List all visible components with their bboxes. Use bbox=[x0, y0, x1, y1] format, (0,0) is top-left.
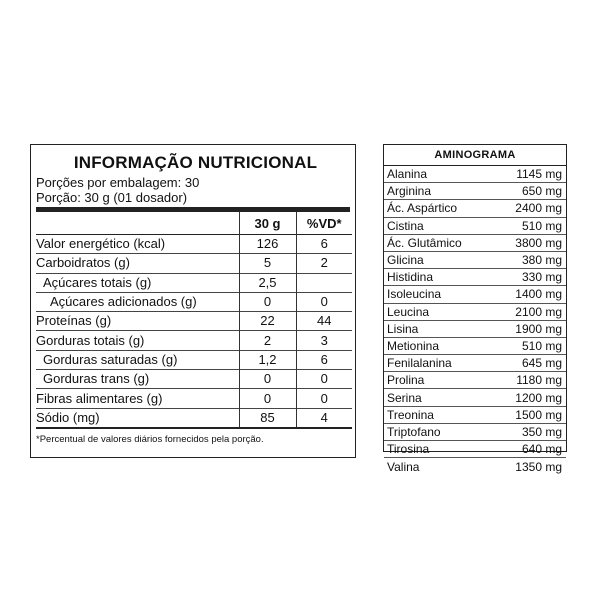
nutrient-dv: 0 bbox=[296, 292, 352, 311]
nutrient-amount: 126 bbox=[239, 235, 296, 254]
header-nutrient bbox=[36, 212, 239, 235]
header-dv: %VD* bbox=[296, 212, 352, 235]
amino-name: Valina bbox=[387, 459, 420, 474]
nutrient-dv: 3 bbox=[296, 331, 352, 350]
nutrient-label: Sódio (mg) bbox=[36, 409, 100, 425]
amino-name: Alanina bbox=[387, 167, 428, 182]
amino-name: Ác. Aspártico bbox=[387, 201, 458, 216]
serving-size: Porção: 30 g (01 dosador) bbox=[36, 190, 188, 205]
nutrient-dv: 6 bbox=[296, 350, 352, 369]
nutrient-amount: 22 bbox=[239, 312, 296, 331]
amino-row bbox=[384, 372, 566, 389]
amino-row bbox=[384, 269, 566, 286]
amino-name: Prolina bbox=[387, 373, 425, 388]
nutrition-row bbox=[36, 408, 352, 428]
nutrient-dv: 0 bbox=[296, 370, 352, 389]
nutrition-row bbox=[36, 254, 352, 273]
nutrient-dv: 6 bbox=[296, 235, 352, 254]
nutrient-amount: 5 bbox=[239, 254, 296, 273]
nutrient-amount: 1,2 bbox=[239, 350, 296, 369]
amino-value: 1350 mg bbox=[515, 459, 562, 474]
amino-row bbox=[384, 200, 566, 217]
nutrient-label: Gorduras trans (g) bbox=[43, 371, 150, 387]
amino-value: 2400 mg bbox=[515, 201, 562, 216]
nutrition-row bbox=[36, 292, 352, 311]
amino-value: 380 mg bbox=[521, 253, 562, 268]
amino-row bbox=[384, 286, 566, 303]
amino-value: 3800 mg bbox=[515, 235, 562, 250]
nutrient-amount: 0 bbox=[239, 389, 296, 408]
nutrient-amount: 85 bbox=[239, 408, 296, 428]
amino-row bbox=[384, 252, 566, 269]
amino-name: Histidina bbox=[387, 270, 434, 285]
amino-row bbox=[384, 424, 566, 441]
nutrient-dv: 2 bbox=[296, 254, 352, 273]
amino-row bbox=[384, 183, 566, 200]
amino-name: Tirosina bbox=[387, 442, 430, 457]
nutrient-amount: 0 bbox=[239, 370, 296, 389]
nutrient-label: Açúcares totais (g) bbox=[43, 274, 152, 290]
amino-row bbox=[384, 407, 566, 424]
header-amount: 30 g bbox=[239, 212, 296, 235]
nutrient-label: Fibras alimentares (g) bbox=[36, 390, 163, 406]
nutrient-label: Gorduras saturadas (g) bbox=[43, 351, 178, 367]
nutrition-row bbox=[36, 350, 352, 369]
aminogram-panel bbox=[383, 144, 567, 474]
amino-value: 1500 mg bbox=[515, 407, 562, 422]
amino-value: 1400 mg bbox=[515, 287, 562, 302]
amino-row bbox=[384, 304, 566, 321]
nutrient-dv: 44 bbox=[296, 312, 352, 331]
amino-name: Ác. Glutâmico bbox=[387, 235, 462, 250]
amino-value: 510 mg bbox=[521, 218, 562, 233]
nutrient-label: Açúcares adicionados (g) bbox=[50, 294, 197, 310]
amino-value: 645 mg bbox=[521, 356, 562, 371]
amino-name: Triptofano bbox=[387, 424, 441, 439]
nutrient-label: Gorduras totais (g) bbox=[36, 332, 145, 348]
amino-name: Cistina bbox=[387, 218, 424, 233]
amino-name: Fenilalanina bbox=[387, 356, 452, 371]
amino-row bbox=[384, 166, 566, 183]
amino-row bbox=[384, 441, 566, 458]
nutrition-row bbox=[36, 273, 352, 292]
servings-per-package: Porções por embalagem: 30 bbox=[36, 175, 200, 190]
amino-name: Glicina bbox=[387, 253, 424, 268]
nutrient-dv bbox=[296, 273, 352, 292]
amino-name: Serina bbox=[387, 390, 422, 405]
nutrition-table bbox=[36, 212, 352, 429]
amino-value: 2100 mg bbox=[515, 304, 562, 319]
amino-name: Leucina bbox=[387, 304, 430, 319]
amino-row bbox=[384, 458, 566, 475]
amino-name: Treonina bbox=[387, 407, 434, 422]
amino-value: 510 mg bbox=[521, 338, 562, 353]
aminogram-title: AMINOGRAMA bbox=[384, 145, 566, 166]
nutrition-header-row bbox=[36, 212, 352, 235]
amino-value: 1145 mg bbox=[516, 167, 562, 182]
nutrient-amount: 2 bbox=[239, 331, 296, 350]
amino-name: Lisina bbox=[387, 321, 419, 336]
nutrition-row bbox=[36, 370, 352, 389]
amino-value: 1900 mg bbox=[515, 321, 562, 336]
amino-value: 640 mg bbox=[521, 442, 562, 457]
nutrition-footnote: *Percentual de valores diários fornecidos pela porção. bbox=[36, 433, 264, 445]
nutrition-row bbox=[36, 312, 352, 331]
amino-name: Isoleucina bbox=[387, 287, 442, 302]
nutrient-dv: 0 bbox=[296, 389, 352, 408]
amino-row bbox=[384, 338, 566, 355]
nutrient-amount: 0 bbox=[239, 292, 296, 311]
nutrient-label: Proteínas (g) bbox=[36, 313, 112, 329]
amino-value: 650 mg bbox=[521, 184, 562, 199]
nutrition-row bbox=[36, 331, 352, 350]
nutrient-label: Valor energético (kcal) bbox=[36, 236, 166, 252]
amino-value: 1180 mg bbox=[516, 373, 562, 388]
aminogram-list bbox=[384, 166, 566, 475]
amino-value: 1200 mg bbox=[515, 390, 562, 405]
nutrient-label: Carboidratos (g) bbox=[36, 255, 130, 271]
amino-value: 350 mg bbox=[521, 424, 562, 439]
amino-row bbox=[384, 235, 566, 252]
amino-value: 330 mg bbox=[521, 270, 562, 285]
amino-row bbox=[384, 218, 566, 235]
nutrient-dv: 4 bbox=[296, 408, 352, 428]
amino-row bbox=[384, 389, 566, 406]
nutrient-amount: 2,5 bbox=[239, 273, 296, 292]
nutrition-title: INFORMAÇÃO NUTRICIONAL bbox=[73, 153, 318, 172]
nutrition-facts-panel bbox=[30, 144, 356, 458]
nutrition-row bbox=[36, 389, 352, 408]
amino-row bbox=[384, 355, 566, 372]
amino-row bbox=[384, 321, 566, 338]
amino-name: Metionina bbox=[387, 338, 440, 353]
amino-name: Arginina bbox=[387, 184, 432, 199]
nutrition-row bbox=[36, 235, 352, 254]
